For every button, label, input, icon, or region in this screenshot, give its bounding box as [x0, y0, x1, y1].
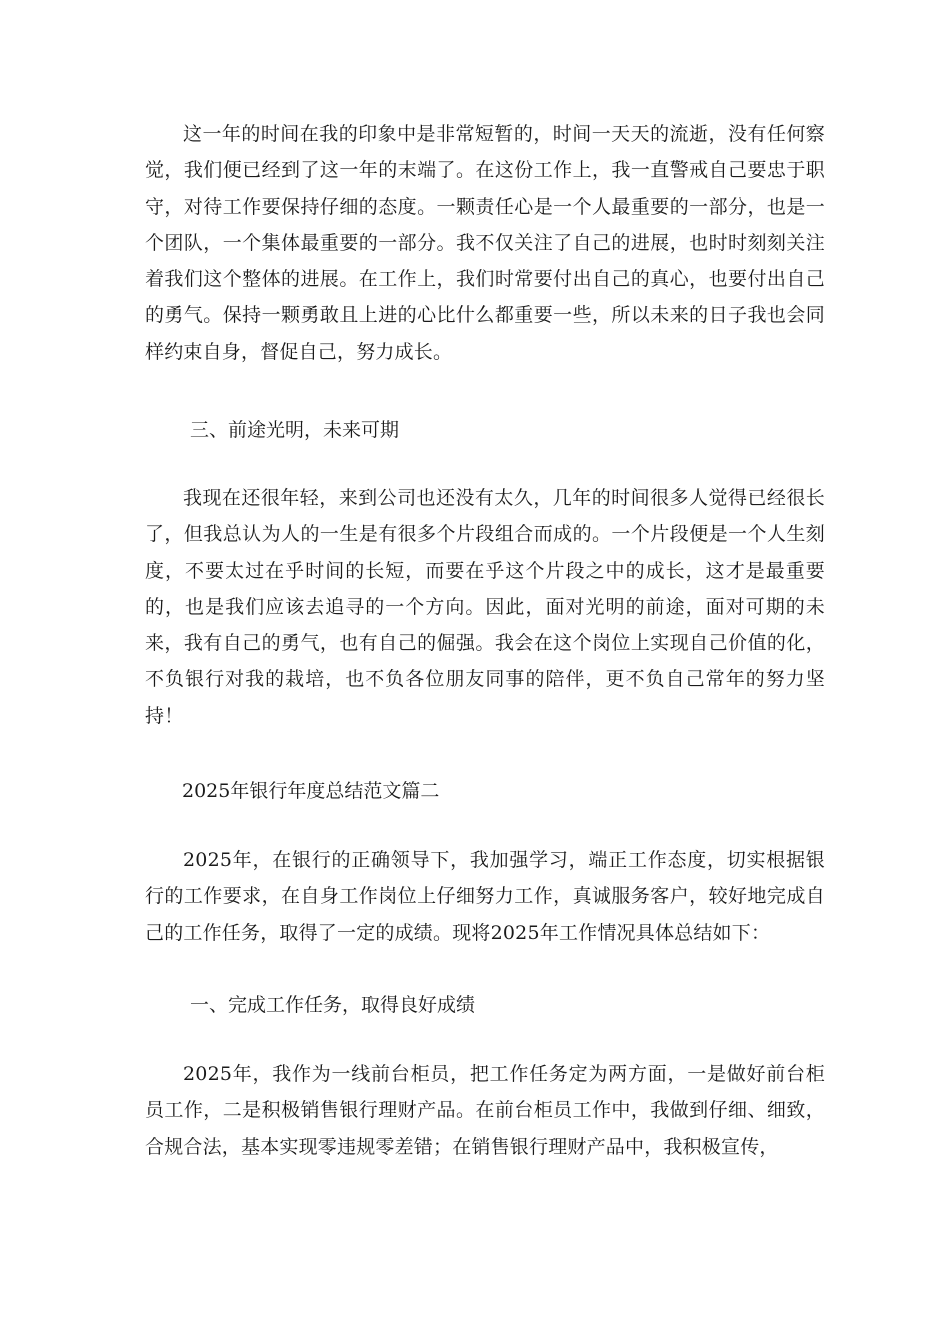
paragraph-intro-2025: 2025年，在银行的正确领导下，我加强学习，端正工作态度，切实根据银行的工作要求，在自身工作岗位上仔细努力工作，真诚服务客户，较好地完成自己的工作任务，取得了一定的成绩。现将2025年工作情况具体总结如下： [145, 849, 825, 944]
article-title-part-two: 2025年银行年度总结范文篇二 [182, 780, 440, 802]
paragraph-future: 我现在还很年轻，来到公司也还没有太久，几年的时间很多人觉得已经很长了，但我总认为人的一生是有很多个片段组合而成的。一个片段便是一个人生刻度，不要太过在乎时间的长短，而要在乎这个片段之中的成长，这才是最重要的，也是我们应该去追寻的一个方向。因此，面对光明的前途，面对可期的未来，我有自己的勇气，也有自己的倔强。我会在这个岗位上实现自己价值的化，不负银行对我的栽培，也不负各位朋友同事的陪伴，更不负自己常年的努力坚持！ [145, 487, 825, 727]
section-heading-tasks: 一、完成工作任务，取得良好成绩 [190, 994, 476, 1016]
paragraph-year-review: 这一年的时间在我的印象中是非常短暂的，时间一天天的流逝，没有任何察觉，我们便已经到了这一年的末端了。在这份工作上，我一直警戒自己要忠于职守，对待工作要保持仔细的态度。一颗责任心是一个人最重要的一部分，也是一个团队，一个集体最重要的一部分。我不仅关注了自己的进展，也时时刻刻关注着我们这个整体的进展。在工作上，我们时常要付出自己的真心，也要付出自己的勇气。保持一颗勇敢且上进的心比什么都重要一些，所以未来的日子我也会同样约束自身，督促自己，努力成长。 [145, 123, 825, 363]
section-heading-future: 三、前途光明，未来可期 [190, 419, 400, 441]
paragraph-teller-work: 2025年，我作为一线前台柜员，把工作任务定为两方面，一是做好前台柜员工作，二是积极销售银行理财产品。在前台柜员工作中，我做到仔细、细致，合规合法，基本实现零违规零差错；在销售银行理财产品中，我积极宣传， [145, 1063, 825, 1158]
